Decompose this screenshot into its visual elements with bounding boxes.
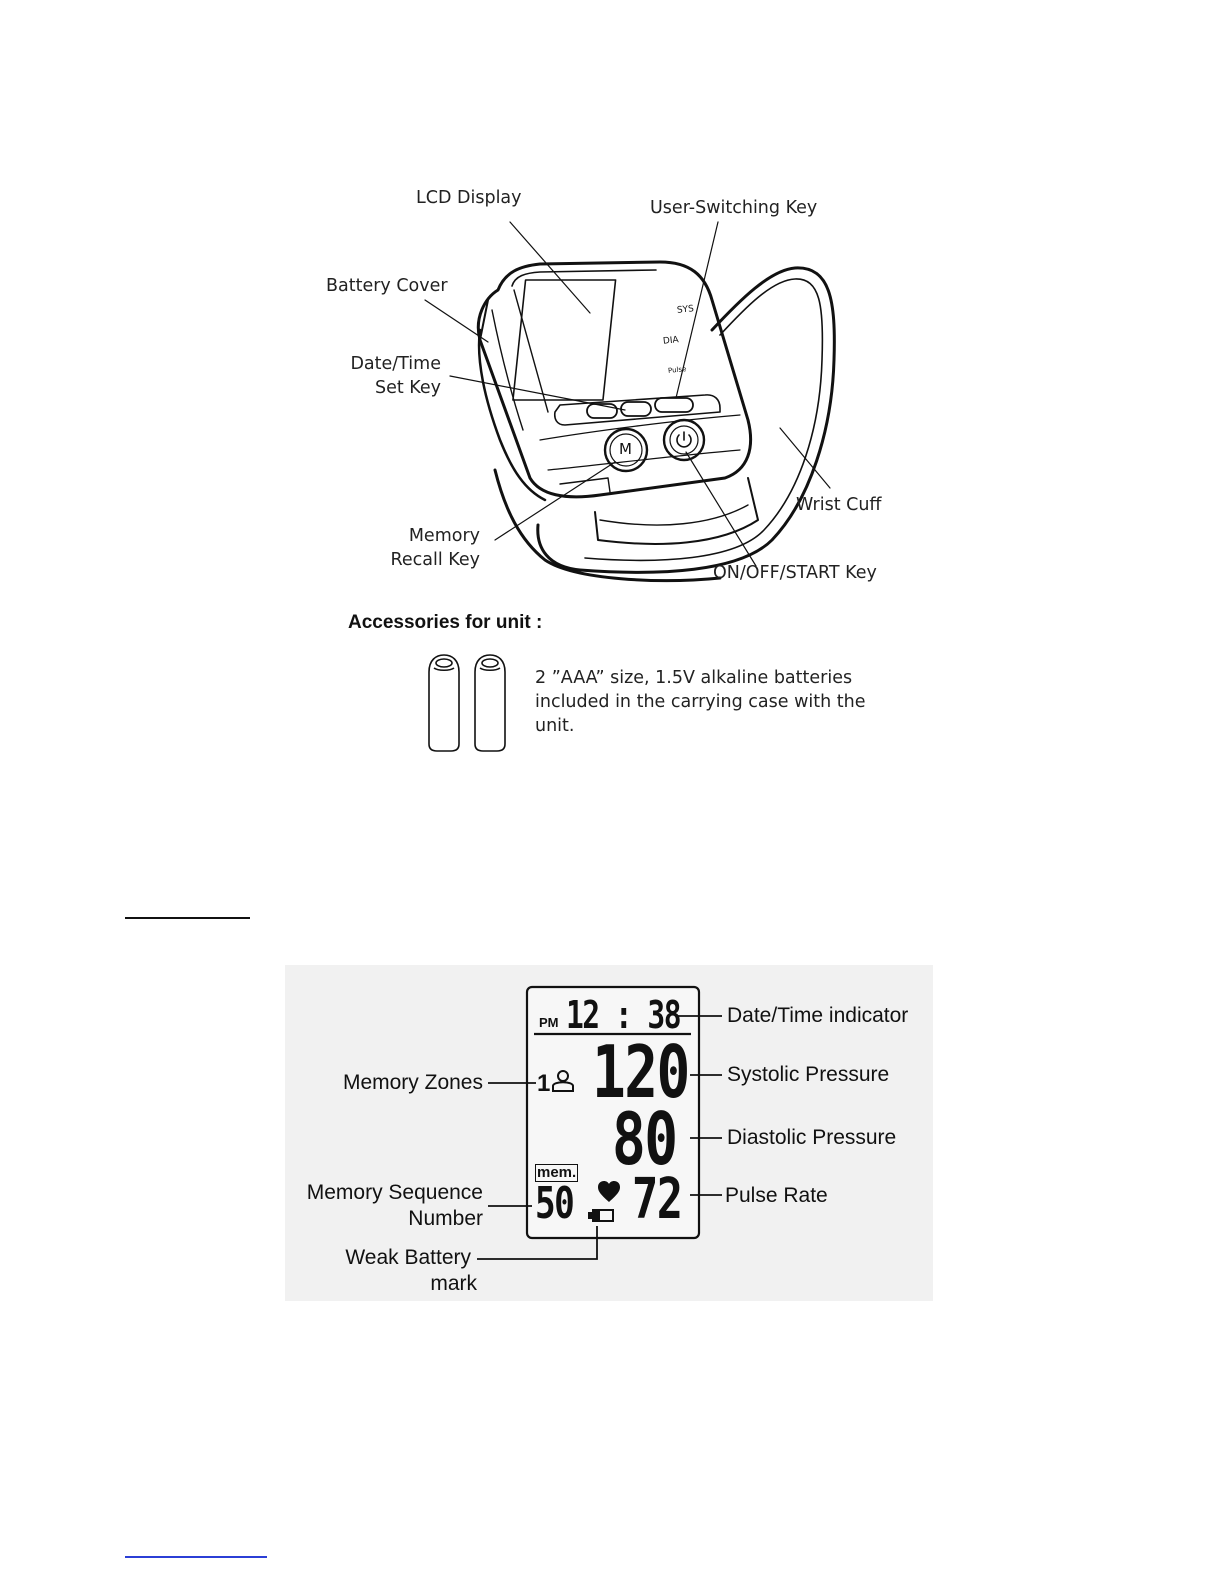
- lcd-time: 12 : 38: [566, 993, 681, 1037]
- label-on-off-start-key: ON/OFF/START Key: [713, 563, 877, 583]
- lcd-memory-sequence: 50: [535, 1178, 574, 1229]
- label-systolic-pressure: Systolic Pressure: [727, 1063, 890, 1086]
- label-date-time-indicator: Date/Time indicator: [727, 1004, 909, 1027]
- lcd-diastolic: 80: [612, 1097, 677, 1181]
- label-weak-battery-line2: mark: [430, 1272, 477, 1295]
- lcd-systolic: 120: [592, 1030, 689, 1114]
- label-memory-zones: Memory Zones: [342, 1071, 483, 1094]
- label-memory-sequence-line1: Memory Sequence: [306, 1181, 483, 1204]
- label-user-switching-key: User-Switching Key: [650, 198, 818, 218]
- label-memory-sequence-line2: Number: [408, 1207, 483, 1230]
- m-button-label: M: [619, 440, 632, 458]
- label-weak-battery-line1: Weak Battery: [345, 1246, 471, 1269]
- label-battery-cover: Battery Cover: [326, 276, 448, 296]
- label-memory-recall-key-line2: Recall Key: [390, 550, 480, 570]
- label-pulse-rate: Pulse Rate: [725, 1184, 828, 1207]
- panel-sys-text: SYS: [676, 304, 695, 316]
- lcd-pm-indicator: PM: [539, 1015, 559, 1030]
- label-wrist-cuff: Wrist Cuff: [796, 495, 882, 515]
- label-diastolic-pressure: Diastolic Pressure: [727, 1126, 897, 1149]
- label-date-time-set-key-line1: Date/Time: [350, 354, 441, 374]
- lcd-pulse: 72: [632, 1167, 682, 1232]
- lcd-mem-tag: mem.: [537, 1164, 577, 1181]
- panel-pulse-text: Pulse: [667, 365, 687, 375]
- panel-dia-text: DIA: [662, 335, 680, 347]
- footer-link-underline[interactable]: [125, 1556, 267, 1558]
- label-lcd-display: LCD Display: [416, 188, 522, 208]
- label-memory-recall-key-line1: Memory: [408, 526, 480, 546]
- label-date-time-set-key-line2: Set Key: [374, 378, 441, 398]
- lcd-user-zone-number: 1: [537, 1070, 551, 1097]
- accessories-description: 2 ”AAA” size, 1.5V alkaline batteries included in the carrying case with the unit.: [535, 668, 866, 736]
- accessories-title: Accessories for unit :: [348, 612, 543, 633]
